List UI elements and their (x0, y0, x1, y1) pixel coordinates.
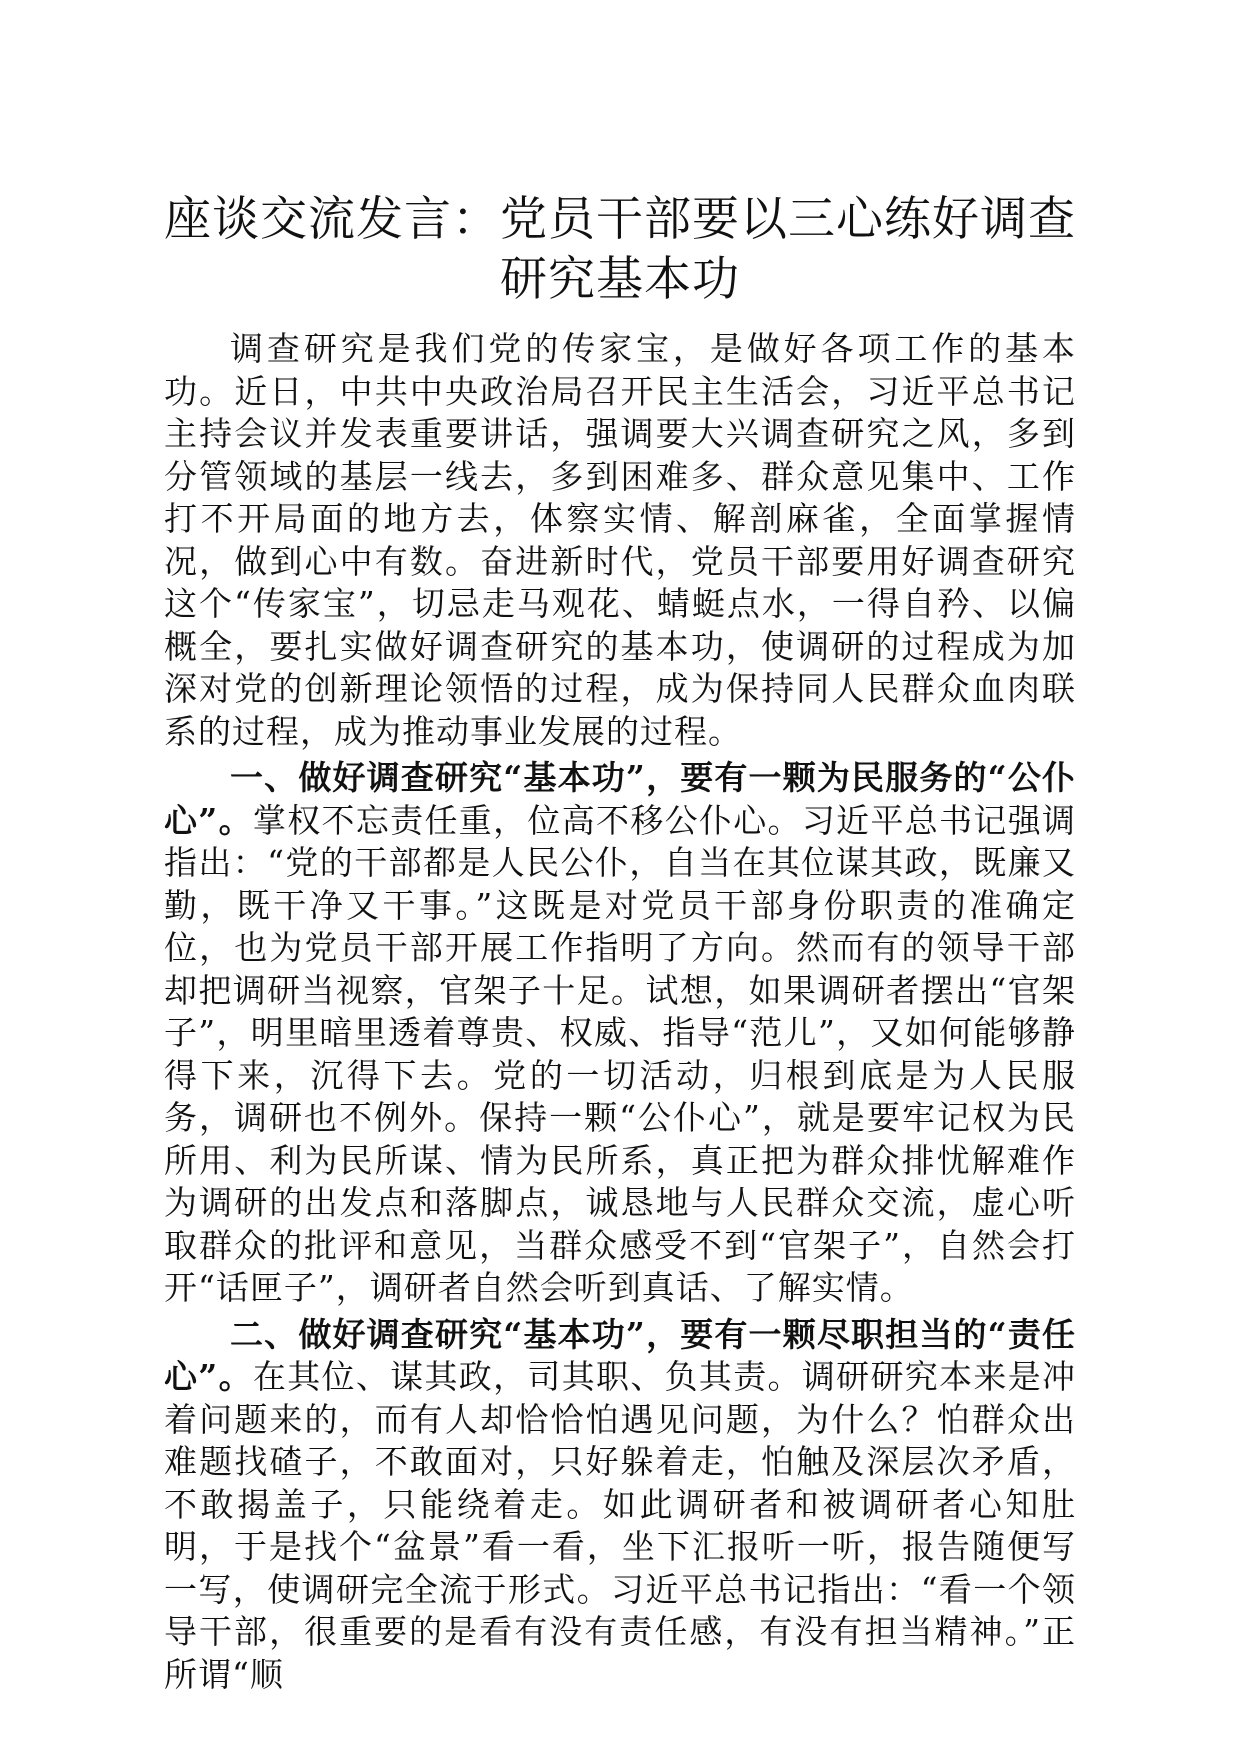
section-text-2: 在其位、谋其政，司其职、负其责。调研研究本来是冲着问题来的，而有人却恰恰怕遇见问题，为什么？怕群众出难题找碴子，不敢面对，只好躲着走，怕触及深层次矛盾，不敢揭盖子，只能绕着走。如此调研者和被调研者心知肚明，于是找个“盆景”看一看，坐下汇报听一听，报告随便写一写，使调研完全流于形式。习近平总书记指出：“看一个领导干部，很重要的是看有没有责任感，有没有担当精神。”正所谓“顺 (164, 1357, 1077, 1694)
document-body (164, 328, 1076, 1700)
section-paragraph-2 (164, 1314, 1076, 1697)
intro-paragraph: 调查研究是我们党的传家宝，是做好各项工作的基本功。近日，中共中央政治局召开民主生活会，习近平总书记主持会议并发表重要讲话，强调要大兴调查研究之风，多到分管领域的基层一线去，多到困难多、群众意见集中、工作打不开局面的地方去，体察实情、解剖麻雀，全面掌握情况，做到心中有数。奋进新时代，党员干部要用好调查研究这个“传家宝”，切忌走马观花、蜻蜓点水，一得自矜、以偏概全，要扎实做好调查研究的基本功，使调研的过程成为加深对党的创新理论领悟的过程，成为保持同人民群众血肉联系的过程，成为推动事业发展的过程。 (164, 329, 1076, 751)
document-title: 座谈交流发言：党员干部要以三心练好调查研究基本功 (164, 192, 1076, 307)
section-paragraph-1 (164, 757, 1076, 1310)
section-heading-2: 二、做好调查研究“基本功”，要有一颗尽职担当的“责任心”。 (164, 1314, 1076, 1396)
section-text-1: 掌权不忘责任重，位高不移公仆心。习近平总书记强调指出：“党的干部都是人民公仆，自当在其位谋其政，既廉又勤，既干净又干事。”这既是对党员干部身份职责的准确定位，也为党员干部开展工作指明了方向。然而有的领导干部却把调研当视察，官架子十足。试想，如果调研者摆出“官架子”，明里暗里透着尊贵、权威、指导“范儿”，又如何能够静得下来，沉得下去。党的一切活动，归根到底是为人民服务，调研也不例外。保持一颗“公仆心”，就是要牢记权为民所用、利为民所谋、情为民所系，真正把为群众排忧解难作为调研的出发点和落脚点，诚恳地与人民群众交流，虚心听取群众的批评和意见，当群众感受不到“官架子”，自然会打开“话匣子”，调研者自然会听到真话、了解实情。 (164, 800, 1077, 1307)
section-heading-1: 一、做好调查研究“基本功”，要有一颗为民服务的“公仆心”。 (164, 758, 1076, 840)
